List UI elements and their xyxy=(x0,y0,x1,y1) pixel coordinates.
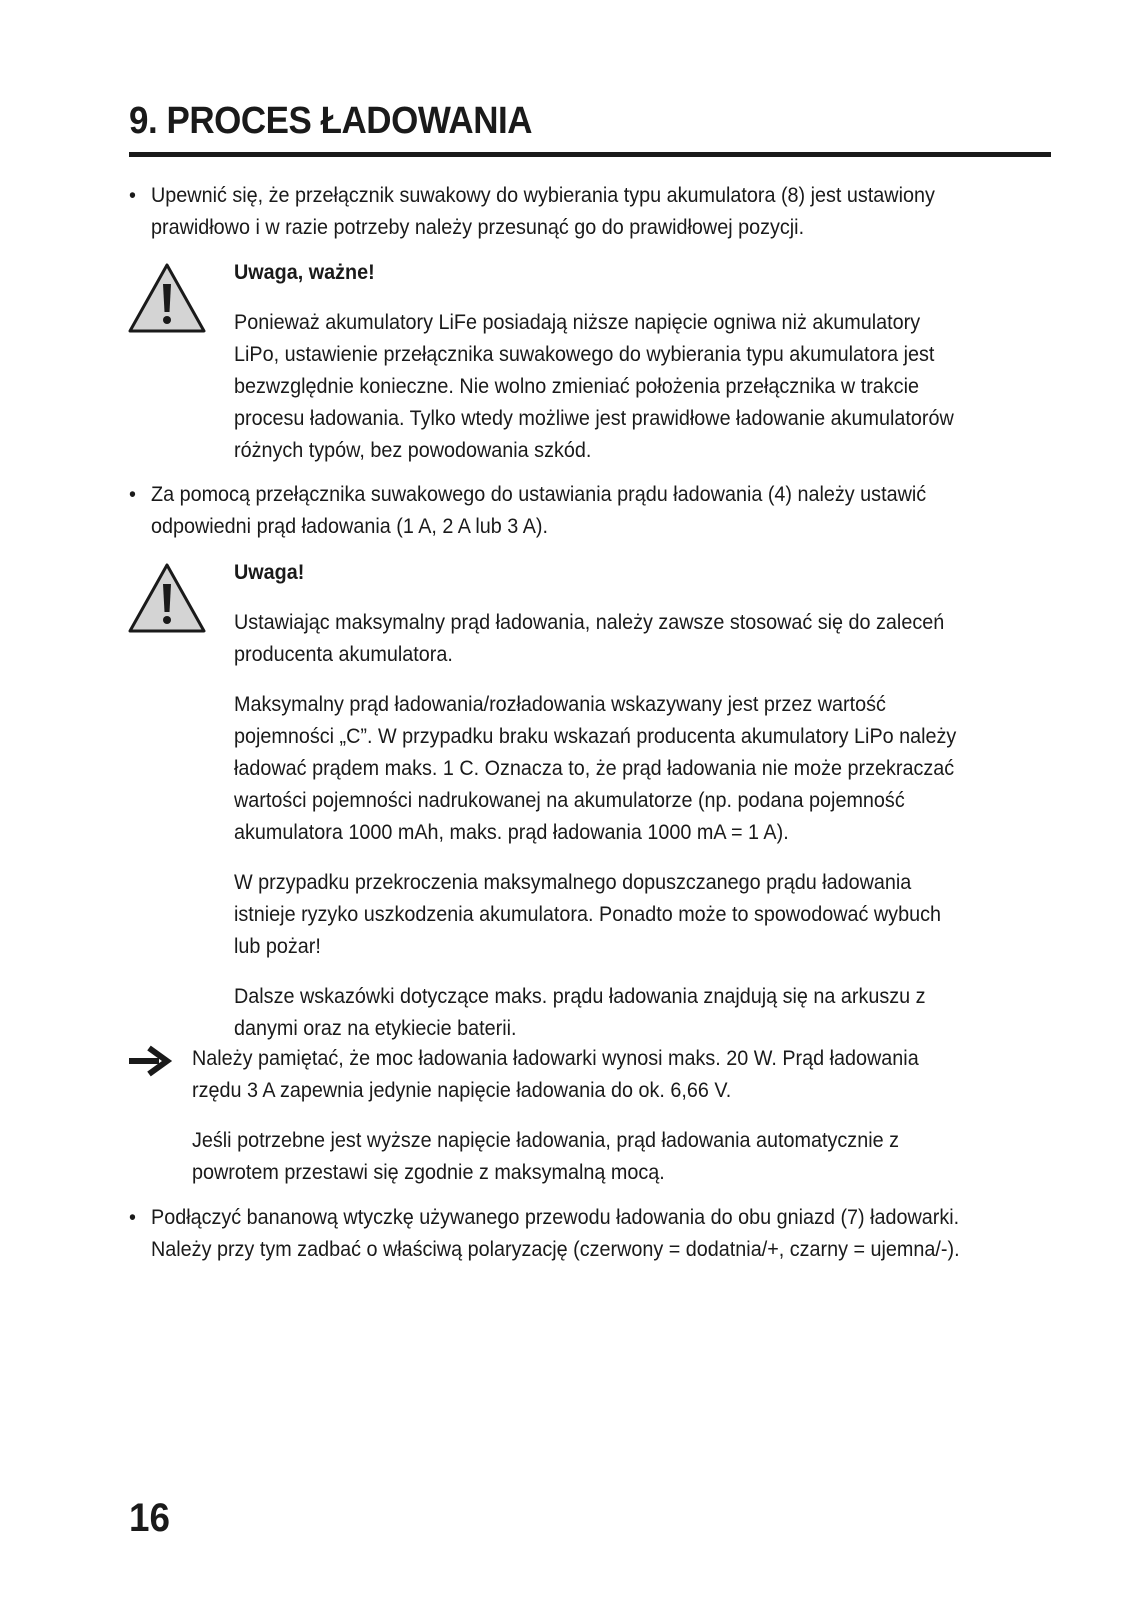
warning-line: bezwzględnie konieczne. Nie wolno zmieniać położenia przełącznika w trakcie xyxy=(234,374,919,398)
bullet-marker: • xyxy=(129,1205,136,1229)
warning-line: Maksymalny prąd ładowania/rozładowania wskazywany jest przez wartość xyxy=(234,692,886,716)
warning-heading: Uwaga, ważne! xyxy=(234,260,375,284)
warning-line: producenta akumulatora. xyxy=(234,642,453,666)
warning-line: akumulatora 1000 mAh, maks. prąd ładowania 1000 mA = 1 A). xyxy=(234,820,789,844)
note-block xyxy=(192,1042,1038,1188)
bullet-text xyxy=(151,179,1048,243)
warning-line: danymi oraz na etykiecie baterii. xyxy=(234,1016,517,1040)
bullet-line: Za pomocą przełącznika suwakowego do ustawiania prądu ładowania (4) należy ustawić xyxy=(151,482,927,506)
warning-heading: Uwaga! xyxy=(234,560,305,584)
arrow-right-icon xyxy=(127,1044,173,1078)
warning-triangle-icon xyxy=(127,262,207,334)
warning-line: różnych typów, bez powodowania szkód. xyxy=(234,438,592,462)
bullet-marker: • xyxy=(129,183,136,207)
warning-line: Dalsze wskazówki dotyczące maks. prądu ładowania znajdują się na arkuszu z xyxy=(234,984,926,1008)
warning-line: pojemności „C”. W przypadku braku wskazań producenta akumulatory LiPo należy xyxy=(234,724,957,748)
note-line: powrotem przestawi się zgodnie z maksymalną mocą. xyxy=(192,1160,665,1184)
page-title: 9. PROCES ŁADOWANIA xyxy=(129,100,533,142)
bullet-marker: • xyxy=(129,482,136,506)
bullet-text xyxy=(151,478,1048,542)
warning-triangle-icon xyxy=(127,562,207,634)
title-rule xyxy=(129,152,1051,157)
warning-line: wartości pojemności nadrukowanej na akumulatorze (np. podana pojemność xyxy=(234,788,905,812)
warning-line: Ponieważ akumulatory LiFe posiadają niższe napięcie ogniwa niż akumulatory xyxy=(234,310,921,334)
note-line: rzędu 3 A zapewnia jedynie napięcie ładowania do ok. 6,66 V. xyxy=(192,1078,732,1102)
warning-line: ładować prądem maks. 1 C. Oznacza to, że prąd ładowania nie może przekraczać xyxy=(234,756,955,780)
warning-line: procesu ładowania. Tylko wtedy możliwe jest prawidłowe ładowanie akumulatorów xyxy=(234,406,954,430)
note-line: Jeśli potrzebne jest wyższe napięcie ładowania, prąd ładowania automatycznie z xyxy=(192,1128,899,1152)
page-number: 16 xyxy=(129,1496,170,1540)
bullet-line: Podłączyć bananową wtyczkę używanego przewodu ładowania do obu gniazd (7) ładowarki. xyxy=(151,1205,960,1229)
warning-line: Ustawiając maksymalny prąd ładowania, należy zawsze stosować się do zaleceń xyxy=(234,610,945,634)
warning-line: istnieje ryzyko uszkodzenia akumulatora. Ponadto może to spowodować wybuch xyxy=(234,902,941,926)
warning-line: W przypadku przekroczenia maksymalnego dopuszczanego prądu ładowania xyxy=(234,870,912,894)
warning-line: lub pożar! xyxy=(234,934,321,958)
warning-block-current xyxy=(234,556,1044,1044)
warning-block-important xyxy=(234,256,1044,466)
bullet-line: prawidłowo i w razie potrzeby należy przesunąć go do prawidłowej pozycji. xyxy=(151,215,805,239)
note-line: Należy pamiętać, że moc ładowania ładowarki wynosi maks. 20 W. Prąd ładowania xyxy=(192,1046,919,1070)
warning-line: LiPo, ustawienie przełącznika suwakowego do wybierania typu akumulatora jest xyxy=(234,342,935,366)
bullet-line: Upewnić się, że przełącznik suwakowy do wybierania typu akumulatora (8) jest ustawiony xyxy=(151,183,935,207)
bullet-line: odpowiedni prąd ładowania (1 A, 2 A lub 3 A). xyxy=(151,514,548,538)
bullet-text xyxy=(151,1201,1048,1265)
bullet-line: Należy przy tym zadbać o właściwą polaryzację (czerwony = dodatnia/+, czarny = ujemna/-). xyxy=(151,1237,960,1261)
